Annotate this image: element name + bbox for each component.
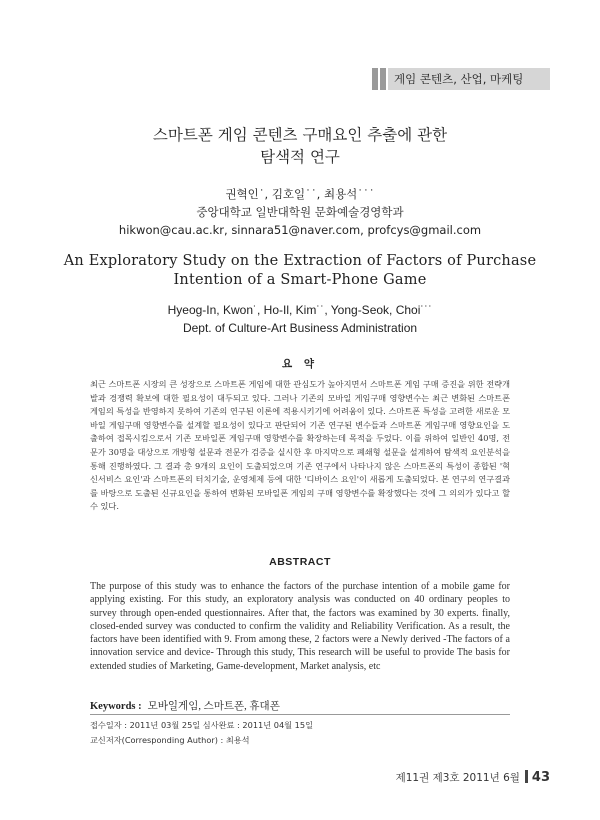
page-number: 43: [531, 770, 550, 785]
english-affiliation: Dept. of Culture-Art Business Administration: [182, 321, 418, 335]
keywords-line: [90, 698, 280, 713]
abstract-text: The purpose of this study was to enhance the factors of the purchase intention of a mobile game for applying existing. For this study, an exploratory analysis was conducted on 40 ordinary peoples to survey through open-ended questionnaires. After that, the factors was examined by 30 experts. finally, closed-ended survey was conducted to confirm the validity and Reliability Verification. As a result, the factors have been identified with 9. From among these, 2 factors were a Newly derived -The factors of a innovation service and device- Through this study, This research will be useful to provide The basis for extended studies of Marketing, Game-development, Market analysis, etc: [90, 581, 510, 672]
tag-stripe: [372, 68, 378, 90]
page-footer: [396, 770, 550, 785]
english-author-names: Hyeog-In, Kwon˙, Ho-Il, Kim˙˙, Yong-Seok, Choi˙˙˙: [167, 303, 433, 317]
korean-title-line1: 스마트폰 게임 콘텐츠 구매요인 추출에 관한: [152, 126, 448, 144]
keywords-label: Keywords :: [90, 701, 142, 712]
category-label: 게임 콘텐츠, 산업, 마케팅: [388, 68, 550, 90]
abstract-heading: ABSTRACT: [269, 556, 331, 568]
english-title-line2: Intention of a Smart-Phone Game: [173, 272, 427, 288]
category-tag: [372, 68, 550, 90]
summary-text: 최근 스마트폰 시장의 큰 성장으로 스마트폰 게임에 대한 관심도가 높아지면서 스마트폰 게임 구매 증진을 위한 전략개발과 경쟁력 확보에 대한 필요성이 대두되고 있다. 그러나 기존의 모바일 게임구매 영향변수는 최근 변화된 스마트폰 게임의 특성을 반영하지 못하여 기존의 연구된 이론에 적용시키기에 어려움이 있다. 스마트폰 특성을 고려한 새로운 모바일 게임구매 영향변수를 설계할 필요성이 있다고 판단되어 기존 연구된 변수들과 스마트폰 게임구매 영향요인을 도출하여 접목시킴으로서 기존 모바일폰 게임구매 영향변수를 확장하는데 목적을 두었다. 이를 위하여 일반인 40명, 전문가 30명을 대상으로 개방형 설문과 전문가 검증을 실시한 후 마지막으로 폐쇄형 설문을 설계하여 탐색적 요인분석을 통해 진행하였다. 그 결과 총 9개의 요인이 도출되었으며 기존 연구에서 나타나지 않은 스마트폰의 특성이 종합된 '혁신서비스 요인'과 스마트폰의 터치기술, 운영체제 등에 대한 '디바이스 요인'이 새롭게 도출되었다. 본 연구의 연구결과를 바탕으로 도출된 신규요인을 통하여 변화된 모바일폰 게임의 구매 영향변수를 확장했다는 것에 그 의의가 있다고 할 수 있다.: [90, 379, 510, 512]
divider: [90, 714, 510, 715]
korean-author-names: 권혁인˙, 김호일˙˙, 최용석˙˙˙: [225, 187, 375, 201]
footer-bar: [525, 770, 528, 783]
keywords-value: 모바일게임, 스마트폰, 휴대폰: [147, 701, 280, 712]
tag-stripe: [380, 68, 386, 90]
issue-info: 제11권 제3호 2011년 6월: [395, 772, 520, 784]
korean-title-line2: 탐색적 연구: [260, 148, 340, 166]
corresponding-author: 교신저자(Corresponding Author) : 최용석: [90, 735, 250, 745]
summary-heading: 요 약: [282, 358, 318, 370]
author-emails: hikwon@cau.ac.kr, sinnara51@naver.com, profcys@gmail.com: [118, 223, 482, 237]
english-title-line1: An Exploratory Study on the Extraction of Factors of Purchase: [63, 253, 537, 269]
korean-affiliation: 중앙대학교 일반대학원 문화예술경영학과: [196, 205, 404, 219]
received-dates: 접수일자 : 2011년 03월 25일 심사완료 : 2011년 04월 15일: [90, 720, 314, 730]
